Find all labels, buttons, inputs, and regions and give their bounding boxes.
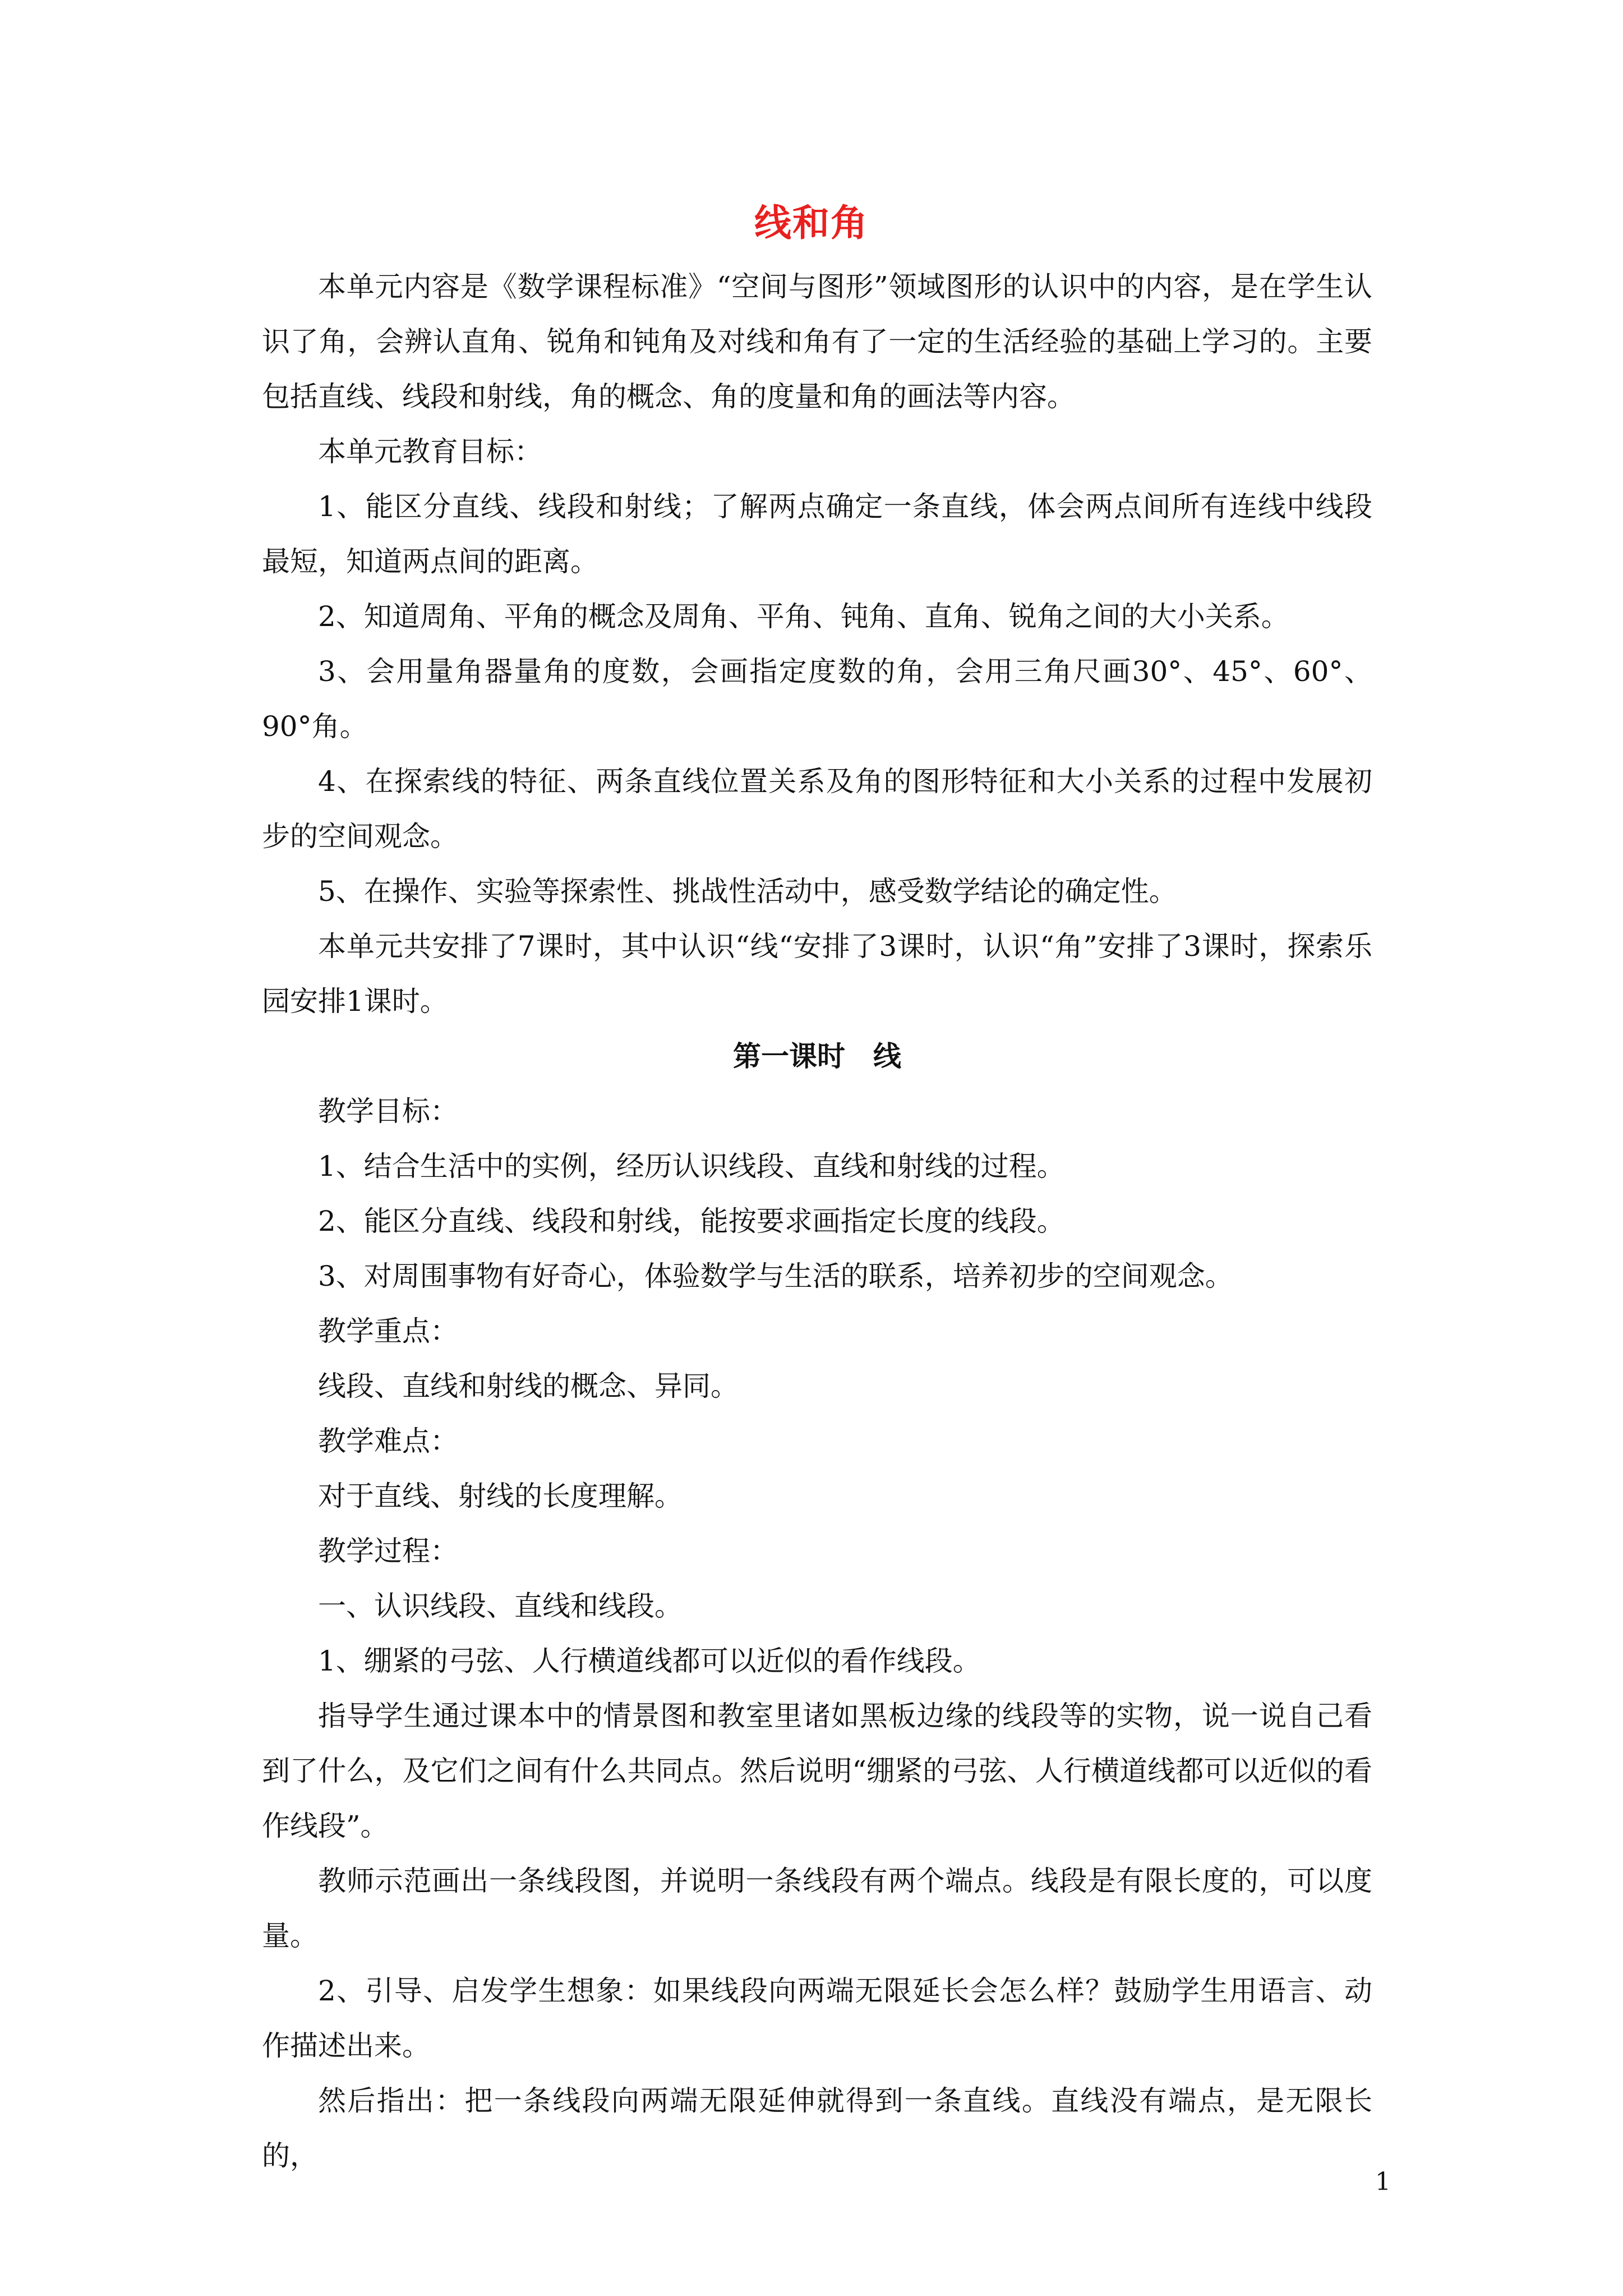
process-paragraph-1: 指导学生通过课本中的情景图和教室里诸如黑板边缘的线段等的实物，说一说自己看到了什么，及它们之间有什么共同点。然后说明“绷紧的弓弦、人行横道线都可以近似的看作线段”。 xyxy=(262,1700,1372,1842)
lesson-goal-1: 1、结合生活中的实例，经历认识线段、直线和射线的过程。 xyxy=(318,1150,1065,1182)
process-step-1: 一、认识线段、直线和线段。 xyxy=(318,1590,683,1622)
goals-heading: 本单元教育目标： xyxy=(318,435,542,468)
lesson-goal-3: 3、对周围事物有好奇心，体验数学与生活的联系，培养初步的空间观念。 xyxy=(318,1260,1233,1292)
goal-item-3: 3、会用量角器量角的度数，会画指定度数的角，会用三角尺画30°、45°、60°、90°角。 xyxy=(262,655,1372,743)
difficulties-text: 对于直线、射线的长度理解。 xyxy=(318,1480,683,1512)
schedule-paragraph: 本单元共安排了7课时，其中认识“线“安排了3课时，认识“角”安排了3课时，探索乐园安排1课时。 xyxy=(262,930,1372,1018)
section-heading: 第一课时 线 xyxy=(733,1039,901,1073)
lesson-goal-2: 2、能区分直线、线段和射线，能按要求画指定长度的线段。 xyxy=(318,1205,1065,1237)
document-body xyxy=(262,259,1372,2183)
goal-item-4: 4、在探索线的特征、两条直线位置关系及角的图形特征和大小关系的过程中发展初步的空间观念。 xyxy=(262,765,1372,853)
page-number: 1 xyxy=(1375,2168,1391,2196)
difficulties-heading: 教学难点： xyxy=(318,1425,458,1457)
intro-paragraph: 本单元内容是《数学课程标准》“空间与图形”领域图形的认识中的内容，是在学生认识了角，会辨认直角、锐角和钝角及对线和角有了一定的生活经验的基础上学习的。主要包括直线、线段和射线，角的概念、角的度量和角的画法等内容。 xyxy=(262,270,1372,413)
goal-item-2: 2、知道周角、平角的概念及周角、平角、钝角、直角、锐角之间的大小关系。 xyxy=(318,600,1289,633)
lesson-goals-heading: 教学目标： xyxy=(318,1095,458,1128)
process-item-1: 1、绷紧的弓弦、人行横道线都可以近似的看作线段。 xyxy=(318,1645,981,1677)
process-item-2: 2、引导、启发学生想象：如果线段向两端无限延长会怎么样？鼓励学生用语言、动作描述出来。 xyxy=(262,1975,1372,2062)
goal-item-1: 1、能区分直线、线段和射线；了解两点确定一条直线，体会两点间所有连线中线段最短，知道两点间的距离。 xyxy=(262,490,1372,578)
process-heading: 教学过程： xyxy=(318,1535,458,1567)
goal-item-5: 5、在操作、实验等探索性、挑战性活动中，感受数学结论的确定性。 xyxy=(318,875,1177,908)
process-paragraph-2: 教师示范画出一条线段图，并说明一条线段有两个端点。线段是有限长度的，可以度量。 xyxy=(262,1865,1372,1952)
process-paragraph-3: 然后指出：把一条线段向两端无限延伸就得到一条直线。直线没有端点，是无限长的， xyxy=(262,2085,1372,2172)
document-title: 线和角 xyxy=(754,201,869,245)
key-points-text: 线段、直线和射线的概念、异同。 xyxy=(318,1370,739,1402)
key-points-heading: 教学重点： xyxy=(318,1315,458,1347)
